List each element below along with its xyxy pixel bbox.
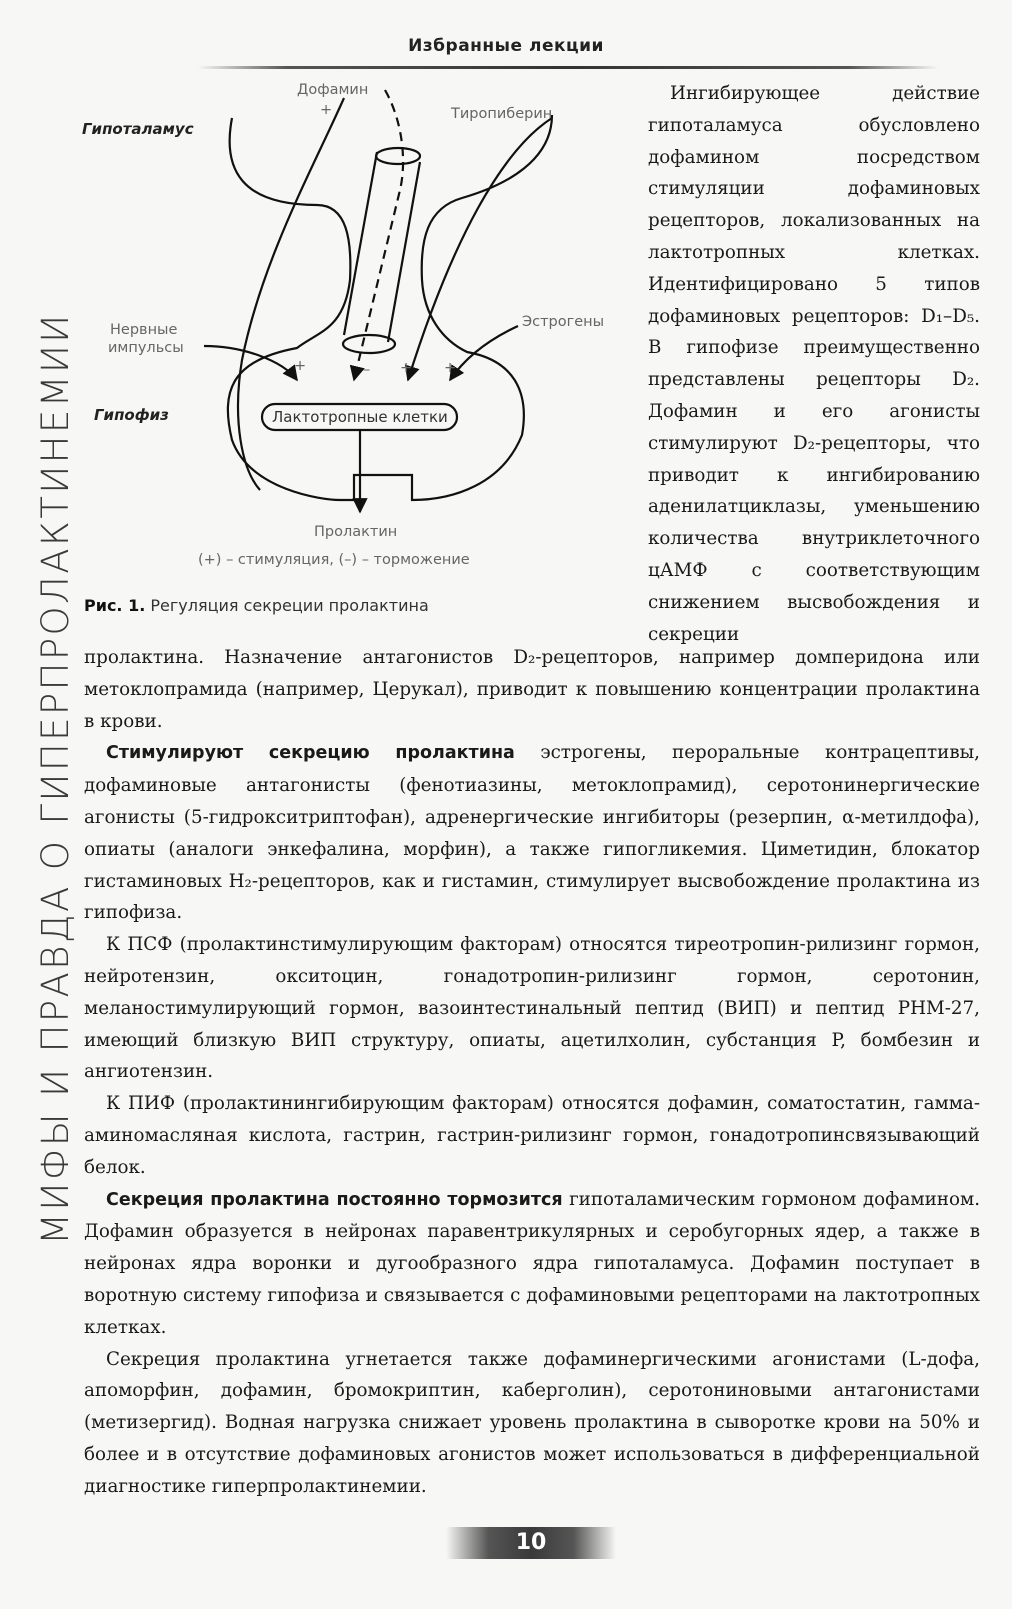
label-plus-nerves: + — [294, 358, 307, 374]
paragraph-2-text: эстрогены, пероральные контрацептивы, дофаминовые антагонисты (фенотиазины, метоклопрамид), серотонинергические агонисты (5-гидрокситриптофан), адренергические ингибиторы (резерпин, α-метилдофа), опиаты (аналоги энкефалина, морфин), а также гипогликемия. Циметидин, блокатор гистаминовых H₂-рецепторов, как и гистамин, стимулирует высвобождение пролактина из гипофиза. — [84, 742, 980, 924]
main-column-text — [84, 642, 980, 1503]
label-minus-dopamine: – — [363, 362, 371, 378]
label-pituitary: Гипофиз — [94, 406, 169, 424]
portal-vessel-top — [376, 148, 420, 164]
paragraph-6: Секреция пролактина угнетается также дофаминергическими агонистами (L-дофа, апоморфин, дофамин, бромокриптин, каберголин), серотониновыми антагонистами (метизергид). Водная нагрузка снижает уровень пролактина в сыворотке крови на 50% и более и в отсутствие дофаминовых агонистов может использоваться в дифференциальной диагностике гиперпролактинемии. — [84, 1348, 980, 1497]
portal-vessel-outer-right — [388, 162, 420, 342]
paragraph-5-text: гипоталамическим гормоном дофамином. Дофамин образуется в нейронах паравентрикулярных и серобугорных ядер, а также в нейронах ядра воронки и дугообразного ядра гипоталамуса. Дофамин поступает в воротную систему гипофиза и связывается с дофаминовыми рецепторами на лактотропных клетках. — [84, 1188, 981, 1338]
paragraph-1: пролактина. Назначение антагонистов D₂-рецепторов, например домперидона или метоклопрамида (например, Церукал), приводит к повышению концентрации пролактина в крови. — [84, 647, 980, 732]
thyroliberin-curve — [408, 118, 552, 380]
running-title: Избранные лекции — [408, 36, 604, 56]
side-paragraph: Ингибирующее действие гипоталамуса обусловлено дофамином посредством стимуляции дофаминовых рецепторов, локализованных на лактотропных клетках. Идентифицировано 5 типов дофаминовых рецепторов: D₁–D₅. В гипофизе преимущественно представлены рецепторы D₂. Дофамин и его агонисты стимулируют D₂-рецепторы, что приводит к ингибированию аденилатциклазы, уменьшению количества внутриклеточного цАМФ с соответствующим снижением высвобождения и секреции — [648, 83, 980, 645]
paragraph-5 — [84, 1184, 980, 1344]
paragraph-3: К ПСФ (пролактинстимулирующим факторам) относятся тиреотропин-рилизинг гормон, нейротензин, окситоцин, гонадотропин-рилизинг гормон, серотонин, меланостимулирующий гормон, вазоинтестинальный пептид (ВИП) и пептид PHM-27, имеющий близкую ВИП структуру, опиаты, ацетилхолин, субстанция P, бомбезин и ангиотензин. — [84, 934, 980, 1083]
paragraph-4: К ПИФ (пролактинингибирующим факторам) относятся дофамин, соматостатин, гамма-аминомасляная кислота, гастрин, гастрин-рилизинг гормон, гонадотропинсвязывающий белок. — [84, 1093, 980, 1178]
label-plus-thyroliberin: + — [400, 360, 413, 376]
side-column-text — [648, 78, 980, 650]
figure-legend: (+) – стимуляция, (–) – торможение — [198, 552, 470, 568]
label-hypothalamus: Гипоталамус — [82, 120, 194, 138]
header-rule — [198, 66, 938, 69]
vertical-book-title: МИФЫ И ПРАВДА О ГИПЕРПРОЛАКТИНЕМИИ — [34, 312, 77, 1245]
paragraph-2 — [84, 737, 980, 929]
paragraph-5-lead: Секреция пролактина постоянно тормозится — [106, 1189, 563, 1210]
label-plus-estrogens: + — [444, 360, 457, 376]
dopamine-source-curve — [238, 98, 344, 490]
label-prolactin: Пролактин — [314, 524, 398, 540]
label-lactotroph-cells: Лактотропные клетки — [272, 408, 448, 426]
figure-prolactin-regulation — [82, 80, 642, 640]
figure-caption — [84, 596, 429, 615]
label-dopamine-plus: + — [320, 102, 333, 118]
label-estrogens: Эстрогены — [522, 314, 605, 330]
portal-vessel-bottom — [343, 335, 395, 353]
label-nerve-impulses-2: импульсы — [108, 340, 184, 356]
figure-caption-text: Регуляция секреции пролактина — [150, 596, 429, 615]
label-thyroliberin: Тиропиберин — [451, 106, 553, 122]
figure-caption-label: Рис. 1. — [84, 596, 146, 615]
paragraph-2-lead: Стимулируют секрецию пролактина — [106, 743, 515, 764]
label-dopamine: Дофамин — [297, 82, 369, 98]
hypothalamus-outline — [228, 115, 552, 500]
label-nerve-impulses-1: Нервные — [110, 322, 178, 338]
page-number: 10 — [446, 1527, 616, 1559]
